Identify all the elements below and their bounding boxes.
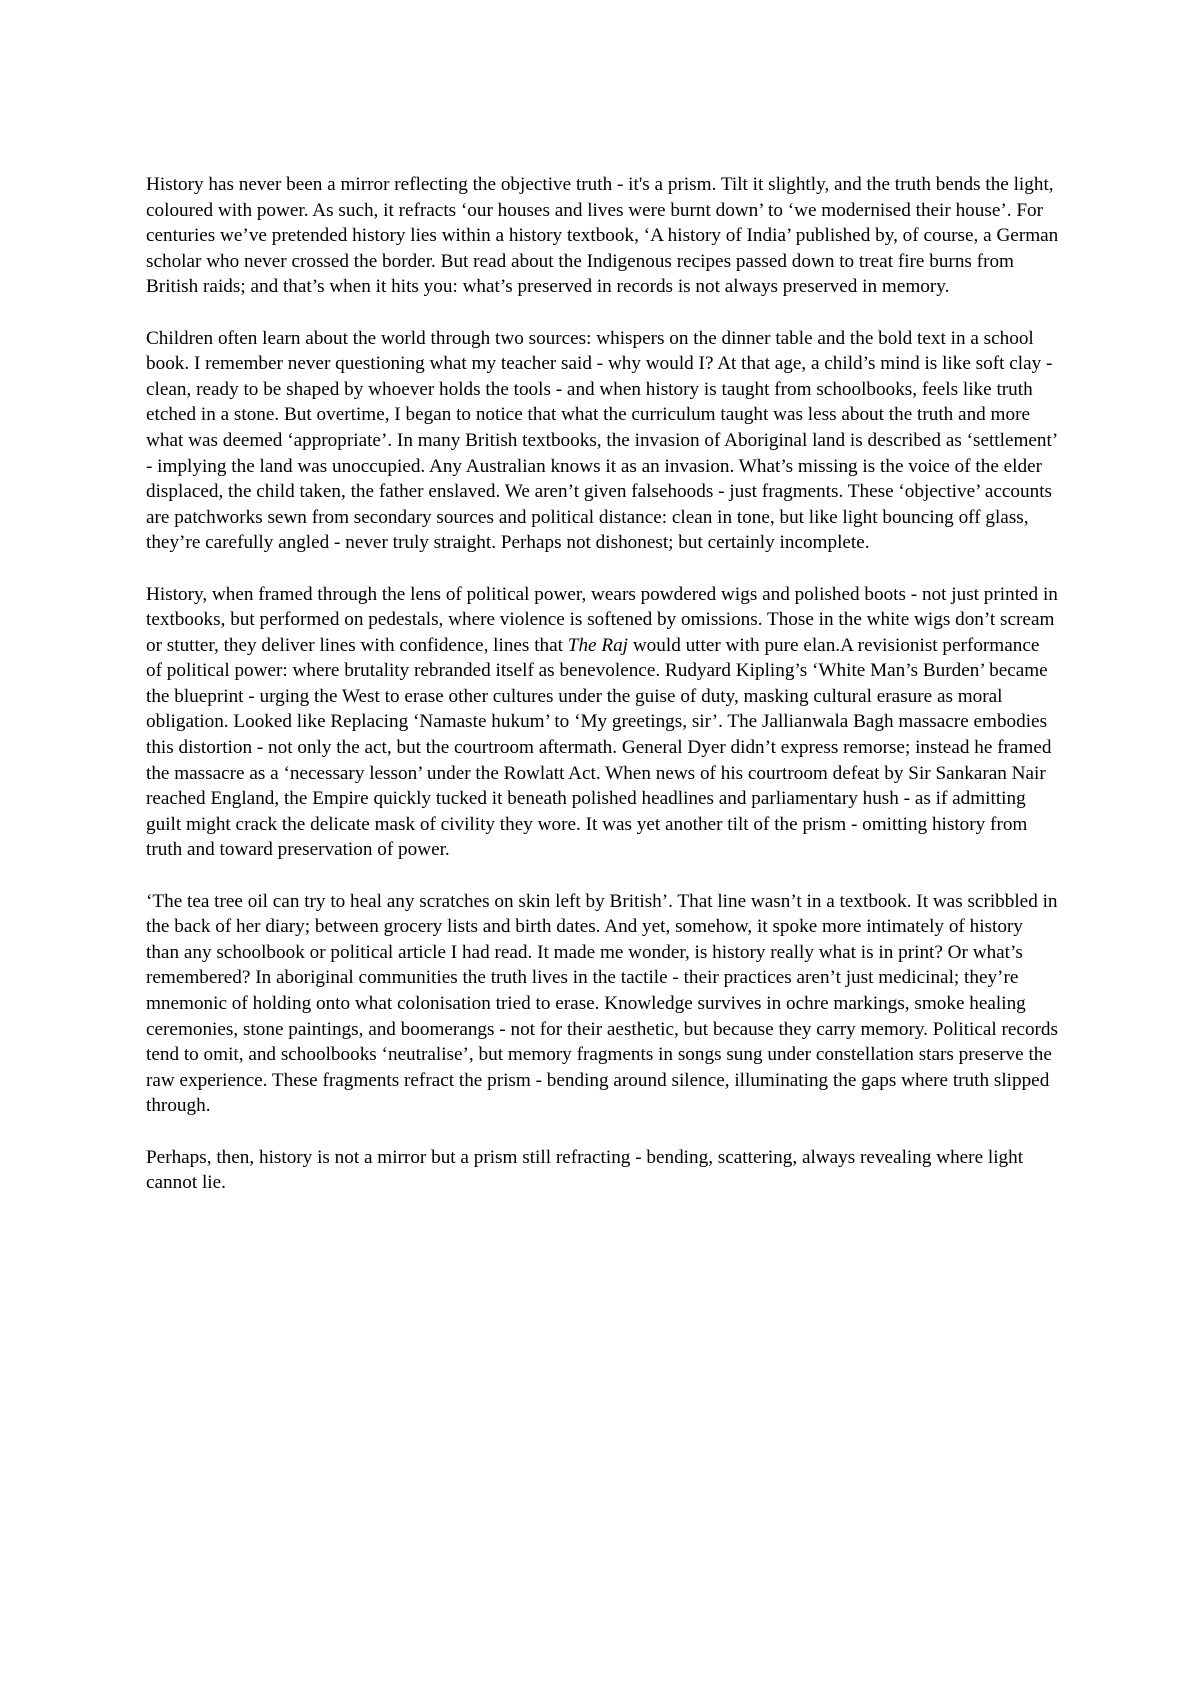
paragraph-2: Children often learn about the world through two sources: whispers on the dinner table and the bold text in a school book. I remember never questioning what my teacher said - why would I? At that age, a child’s mind is like soft clay - clean, ready to be shaped by whoever holds the tools - and when history is taught from schoolbooks, feels like truth etched in a stone. But overtime, I began to notice that what the curriculum taught was less about the truth and more what was deemed ‘appropriate’. In many British textbooks, the invasion of Aboriginal land is described as ‘settlement’ - implying the land was unoccupied. Any Australian knows it as an invasion. What’s missing is the voice of the elder displaced, the child taken, the father enslaved. We aren’t given falsehoods - just fragments. These ‘objective’ accounts are patchworks sewn from secondary sources and political distance: clean in tone, but like light bouncing off glass, they’re carefully angled - never truly straight. Perhaps not dishonest; but certainly incomplete. xyxy=(146,327,1057,554)
essay-body xyxy=(146,172,1060,1196)
italic-title-the-raj: The Raj xyxy=(567,634,629,656)
paragraph-3-part-1: History, when framed through the lens of political power, wears powdered wigs and polished boots - not just printed in textbooks, but performed on pedestals, where violence is softened by omissions. Those in the white wigs don’t scream or stutter, they deliver lines with confidence, lines that xyxy=(146,583,1058,656)
paragraph-1: History has never been a mirror reflecting the objective truth - it's a prism. Tilt it slightly, and the truth bends the light, coloured with power. As such, it refracts ‘our houses and lives were burnt down’ to ‘we modernised their house’. For centuries we’ve pretended history lies within a history textbook, ‘A history of India’ published by, of course, a German scholar who never crossed the border. But read about the Indigenous recipes passed down to treat fire burns from British raids; and that’s when it hits you: what’s preserved in records is not always preserved in memory. xyxy=(146,174,1059,298)
paragraph-3-part-2: would utter with pure elan.A revisionist performance of political power: where brutality rebranded itself as benevolence. Rudyard Kipling’s ‘White Man’s Burden’ became the blueprint - urging the West to erase other cultures under the guise of duty, masking cultural erasure as moral obligation. Looked like Replacing ‘Namaste hukum’ to ‘My greetings, sir’. The Jallianwala Bagh massacre embodies this distortion - not only the act, but the courtroom aftermath. General Dyer didn’t express remorse; instead he framed the massacre as a ‘necessary lesson’ under the Rowlatt Act. When news of his courtroom defeat by Sir Sankaran Nair reached England, the Empire quickly tucked it beneath polished headlines and parliamentary hush - as if admitting guilt might crack the delicate mask of civility they wore. It was yet another tilt of the prism - omitting history from truth and toward preservation of power. xyxy=(146,634,1052,861)
paragraph-5: Perhaps, then, history is not a mirror but a prism still refracting - bending, scattering, always revealing where light cannot lie. xyxy=(146,1146,1024,1194)
paragraph-3 xyxy=(146,582,1060,864)
paragraph-4: ‘The tea tree oil can try to heal any scratches on skin left by British’. That line wasn’t in a textbook. It was scribbled in the back of her diary; between grocery lists and birth dates. And yet, somehow, it spoke more intimately of history than any schoolbook or political article I had read. It made me wonder, is history really what is in print? Or what’s remembered? In aboriginal communities the truth lives in the tactile - their practices aren’t just medicinal; they’re mnemonic of holding onto what colonisation tried to erase. Knowledge survives in ochre markings, smoke healing ceremonies, stone paintings, and boomerangs - not for their aesthetic, but because they carry memory. Political records tend to omit, and schoolbooks ‘neutralise’, but memory fragments in songs sung under constellation stars preserve the raw experience. These fragments refract the prism - bending around silence, illuminating the gaps where truth slipped through. xyxy=(146,890,1058,1117)
